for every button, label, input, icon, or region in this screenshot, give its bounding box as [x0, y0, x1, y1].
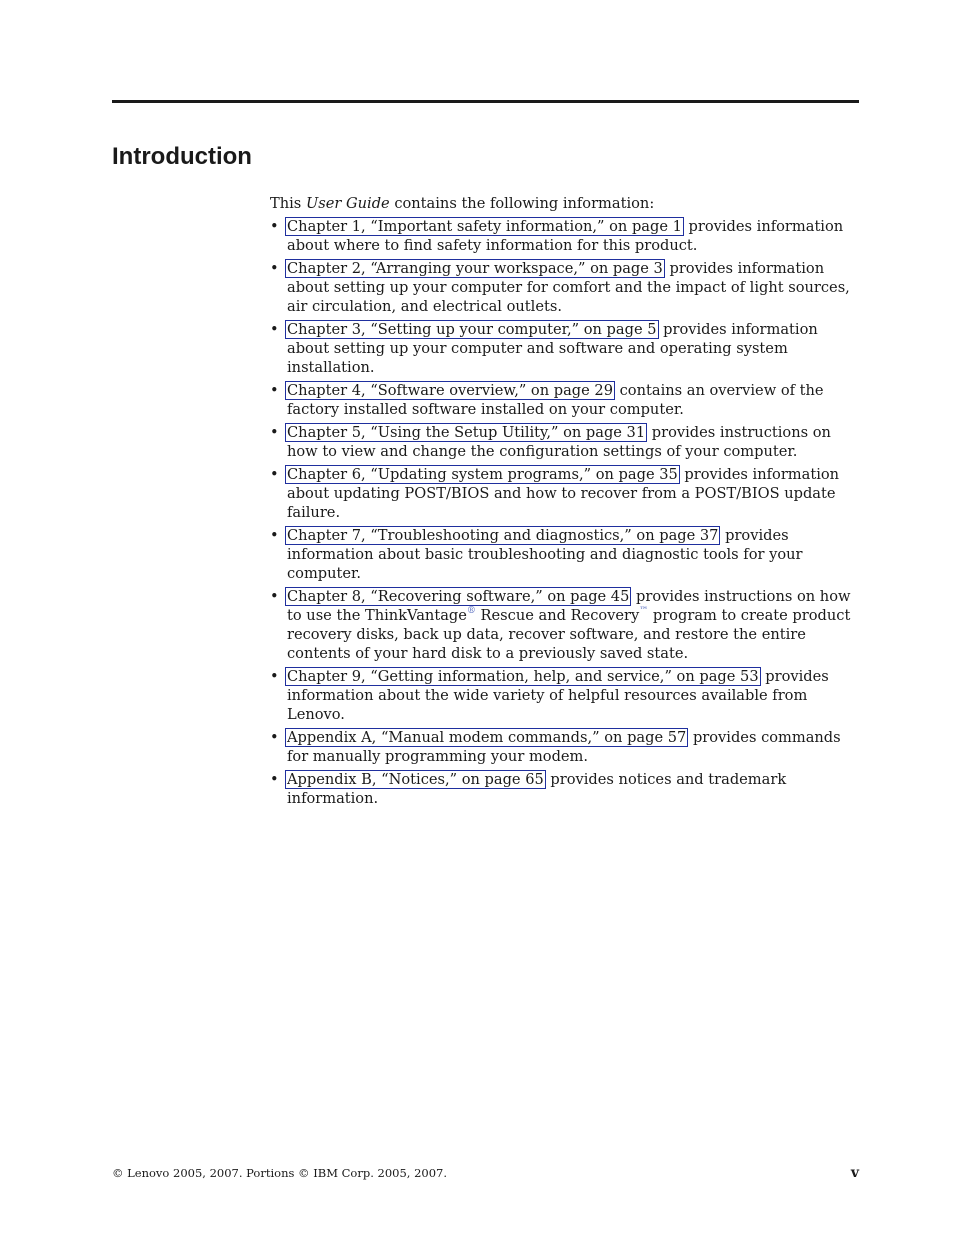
contents-list [270, 217, 860, 808]
chapter-7-link[interactable]: Chapter 7, “Troubleshooting and diagnostics,” on page 37 [287, 527, 719, 544]
item-description: provides instructions on how to use the ThinkVantage [287, 588, 851, 624]
page-title: Introduction [112, 143, 252, 170]
list-item [270, 667, 860, 724]
bullet-icon: • [270, 260, 279, 277]
item-description: provides information about setting up your computer and software and operating system installation. [287, 321, 818, 376]
registered-mark: ® [466, 606, 476, 616]
item-description: Rescue and Recovery [475, 607, 640, 624]
item-description: provides information about where to find safety information for this product. [287, 218, 844, 254]
intro-emphasis: User Guide [305, 195, 390, 212]
list-item [270, 381, 860, 419]
bullet-icon: • [270, 466, 279, 483]
main-content [270, 194, 860, 812]
item-description: provides information about setting up your computer for comfort and the impact of light sources, air circulation, and electrical outlets. [287, 260, 850, 315]
chapter-3-link[interactable]: Chapter 3, “Setting up your computer,” on page 5 [287, 321, 657, 338]
chapter-1-link[interactable]: Chapter 1, “Important safety information,” on page 1 [287, 218, 682, 235]
item-description: provides instructions on how to view and change the configuration settings of your computer. [287, 424, 831, 460]
bullet-icon: • [270, 771, 279, 788]
chapter-8-link[interactable]: Chapter 8, “Recovering software,” on page 45 [287, 588, 630, 605]
appendix-b-link[interactable]: Appendix B, “Notices,” on page 65 [287, 771, 544, 788]
bullet-icon: • [270, 668, 279, 685]
bullet-icon: • [270, 527, 279, 544]
page-footer [112, 1163, 859, 1183]
list-item [270, 217, 860, 255]
list-item [270, 728, 860, 766]
bullet-icon: • [270, 382, 279, 399]
bullet-icon: • [270, 321, 279, 338]
trademark-mark: ™ [639, 606, 649, 616]
appendix-a-link[interactable]: Appendix A, “Manual modem commands,” on page 57 [287, 729, 687, 746]
item-description: provides commands for manually programming your modem. [287, 729, 841, 765]
intro-paragraph [270, 194, 860, 213]
chapter-9-link[interactable]: Chapter 9, “Getting information, help, and service,” on page 53 [287, 668, 759, 685]
bullet-icon: • [270, 218, 279, 235]
item-description: provides information about updating POST/BIOS and how to recover from a POST/BIOS update failure. [287, 466, 840, 521]
chapter-6-link[interactable]: Chapter 6, “Updating system programs,” on page 35 [287, 466, 678, 483]
item-description: provides information about basic troubleshooting and diagnostic tools for your computer. [287, 527, 803, 582]
list-item [270, 587, 860, 663]
list-item [270, 770, 860, 808]
top-rule [112, 100, 859, 103]
list-item [270, 423, 860, 461]
chapter-4-link[interactable]: Chapter 4, “Software overview,” on page 29 [287, 382, 613, 399]
list-item [270, 465, 860, 522]
item-description: provides information about the wide variety of helpful resources available from Lenovo. [287, 668, 829, 723]
list-item [270, 526, 860, 583]
bullet-icon: • [270, 729, 279, 746]
list-item [270, 320, 860, 377]
chapter-2-link[interactable]: Chapter 2, “Arranging your workspace,” on page 3 [287, 260, 663, 277]
page-number: v [850, 1165, 859, 1181]
copyright-notice: © Lenovo 2005, 2007. Portions © IBM Corp. 2005, 2007. [112, 1166, 448, 1180]
intro-before: This [270, 195, 306, 212]
list-item [270, 259, 860, 316]
item-description: contains an overview of the factory installed software installed on your computer. [287, 382, 824, 418]
bullet-icon: • [270, 588, 279, 605]
intro-after: contains the following information: [389, 195, 655, 212]
chapter-5-link[interactable]: Chapter 5, “Using the Setup Utility,” on page 31 [287, 424, 646, 441]
item-description: provides notices and trademark information. [287, 771, 787, 807]
item-description: program to create product recovery disks, back up data, recover software, and restore the entire contents of your hard disk to a previously saved state. [287, 607, 851, 662]
bullet-icon: • [270, 424, 279, 441]
